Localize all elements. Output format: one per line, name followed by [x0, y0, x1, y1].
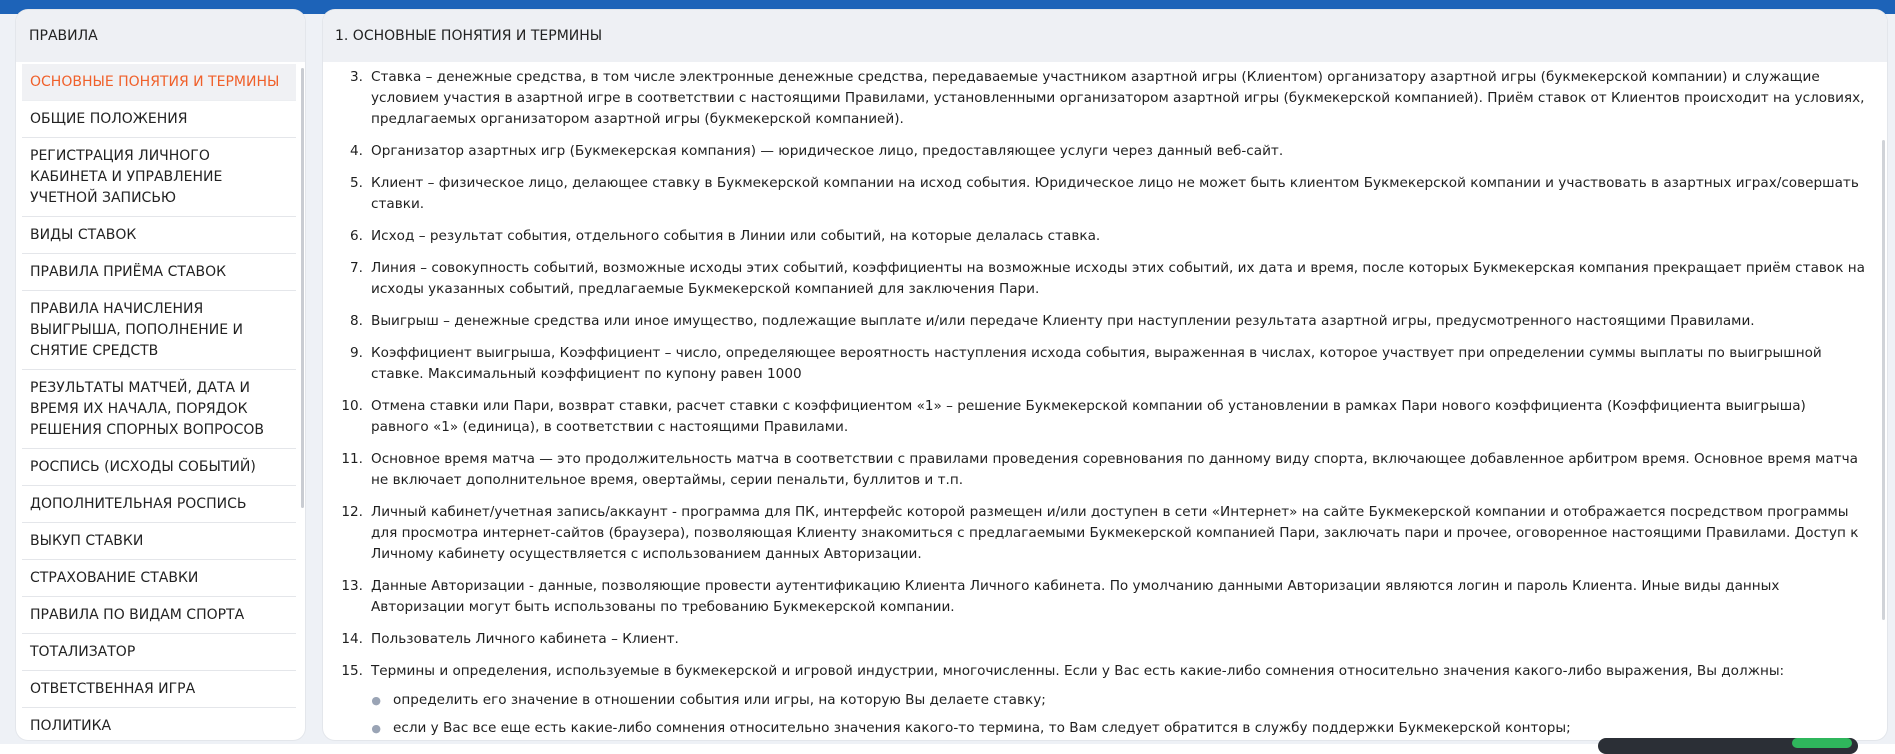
- term-item: [323, 502, 1869, 565]
- bullet-text: определить его значение в отношении события или игры, на которую Вы делаете ставку;: [393, 692, 1046, 708]
- term-item: [323, 141, 1869, 162]
- term-number: 4.: [350, 143, 363, 159]
- term-item: [323, 661, 1869, 682]
- sidebar-item[interactable]: ПРАВИЛА НАЧИСЛЕНИЯ ВЫИГРЫША, ПОПОЛНЕНИЕ И СНЯТИЕ СРЕДСТВ: [22, 291, 296, 370]
- term-number: 8.: [350, 313, 363, 329]
- sidebar-list: [16, 64, 300, 740]
- term-number: 5.: [350, 175, 363, 191]
- term-text: Термины и определения, используемые в букмекерской и игровой индустрии, многочисленны. Если у Вас есть какие-либо сомнения относительно значения какого-либо выражения, Вы должны:: [371, 663, 1785, 679]
- term-item: [323, 343, 1869, 385]
- sidebar-item[interactable]: ОСНОВНЫЕ ПОНЯТИЯ И ТЕРМИНЫ: [22, 64, 296, 101]
- content-scrollbar[interactable]: [1882, 140, 1885, 620]
- sidebar-item[interactable]: ПРАВИЛА ПРИЁМА СТАВОК: [22, 254, 296, 291]
- sidebar-item[interactable]: ОТВЕТСТВЕННАЯ ИГРА: [22, 671, 296, 708]
- sidebar-item[interactable]: ВИДЫ СТАВОК: [22, 217, 296, 254]
- bullet-item: [323, 718, 1869, 737]
- term-item: [323, 226, 1869, 247]
- sidebar-item[interactable]: ПРАВИЛА ПО ВИДАМ СПОРТА: [22, 597, 296, 634]
- sidebar-item[interactable]: ОБЩИЕ ПОЛОЖЕНИЯ: [22, 101, 296, 138]
- term-item: [323, 576, 1869, 618]
- terms-list: [323, 67, 1869, 737]
- term-number: 15.: [341, 663, 363, 679]
- term-text: Клиент – физическое лицо, делающее ставку в Букмекерской компании на исход события. Юридическое лицо не может быть клиентом Букмекерской компании и участвовать в азартных играх/совершать ставки.: [371, 175, 1859, 212]
- section-title: 1. ОСНОВНЫЕ ПОНЯТИЯ И ТЕРМИНЫ: [323, 10, 1887, 62]
- term-item: [323, 629, 1869, 650]
- sidebar-item[interactable]: ТОТАЛИЗАТОР: [22, 634, 296, 671]
- term-number: 14.: [341, 631, 363, 647]
- term-text: Коэффициент выигрыша, Коэффициент – число, определяющее вероятность наступления исхода события, выраженная в числах, которое участвует при определении суммы выплаты по выигрышной ставке. Максимальный коэффициент по купону равен 1000: [371, 345, 1822, 382]
- bullet-text: если у Вас все еще есть какие-либо сомнения относительно значения какого-то термина, то Вам следует обратится в службу поддержки Букмекерской конторы;: [393, 720, 1571, 736]
- bullet-dot-icon: ●: [371, 694, 381, 707]
- term-text: Исход – результат события, отдельного события в Линии или событий, на которые делалась ставка.: [371, 228, 1101, 244]
- term-number: 11.: [341, 451, 363, 467]
- floating-widget-accent: [1792, 738, 1852, 748]
- bullet-dot-icon: ●: [371, 722, 381, 735]
- sidebar-item[interactable]: ДОПОЛНИТЕЛЬНАЯ РОСПИСЬ: [22, 486, 296, 523]
- sidebar-item[interactable]: РОСПИСЬ (ИСХОДЫ СОБЫТИЙ): [22, 449, 296, 486]
- term-item: [323, 449, 1869, 491]
- term-15-bullets: [323, 690, 1869, 737]
- term-text: Ставка – денежные средства, в том числе электронные денежные средства, передаваемые участником азартной игры (Клиентом) организатору азартной игры (букмекерской компании) и служащие условием участия в азартной игре в соответствии с настоящими Правилами, установленными организатором азартной игры (букмекерской компанией). Приём ставок от Клиентов происходит на условиях, предлагаемых организатором азартной игры (букмекерской компанией).: [371, 69, 1865, 127]
- term-text: Линия – совокупность событий, возможные исходы этих событий, коэффициенты на возможные исходы этих событий, их дата и время, после которых Букмекерская компания прекращает приём ставок на исходы указанных событий, предлагаемые Букмекерской компанией для заключения Пари.: [371, 260, 1865, 297]
- term-text: Организатор азартных игр (Букмекерская компания) — юридическое лицо, предоставляющее услуги через данный веб-сайт.: [371, 143, 1284, 159]
- term-number: 7.: [350, 260, 363, 276]
- sidebar-scrollbar[interactable]: [301, 68, 304, 508]
- term-text: Выигрыш – денежные средства или иное имущество, подлежащие выплате и/или передаче Клиенту при наступлении результата азартной игры, предусмотренного настоящими Правилами.: [371, 313, 1755, 329]
- term-number: 6.: [350, 228, 363, 244]
- sidebar-item[interactable]: РЕГИСТРАЦИЯ ЛИЧНОГО КАБИНЕТА И УПРАВЛЕНИЕ УЧЕТНОЙ ЗАПИСЬЮ: [22, 138, 296, 217]
- term-item: [323, 396, 1869, 438]
- term-item: [323, 173, 1869, 215]
- term-number: 3.: [350, 69, 363, 85]
- sidebar-title: ПРАВИЛА: [16, 10, 305, 62]
- term-number: 9.: [350, 345, 363, 361]
- sidebar-item[interactable]: ВЫКУП СТАВКИ: [22, 523, 296, 560]
- term-text: Пользователь Личного кабинета – Клиент.: [371, 631, 679, 647]
- sidebar-item[interactable]: СТРАХОВАНИЕ СТАВКИ: [22, 560, 296, 597]
- term-number: 12.: [341, 504, 363, 520]
- term-text: Данные Авторизации - данные, позволяющие провести аутентификацию Клиента Личного кабинета. По умолчанию данными Авторизации являются логин и пароль Клиента. Иные виды данных Авторизации могут быть использованы по требованию Букмекерской компании.: [371, 578, 1780, 615]
- term-text: Основное время матча — это продолжительность матча в соответствии с правилами проведения соревнования по данному виду спорта, включающее добавленное арбитром время. Основное время матча не включает дополнительное время, овертаймы, серии пенальти, буллитов и т.п.: [371, 451, 1858, 488]
- bullet-item: [323, 690, 1869, 711]
- term-item: [323, 258, 1869, 300]
- rules-sidebar: [16, 10, 305, 740]
- term-number: 13.: [341, 578, 363, 594]
- term-text: Личный кабинет/учетная запись/аккаунт - программа для ПК, интерфейс которой размещен и/или доступен в сети «Интернет» на сайте Букмекерской компании и отображается посредством программы для просмотра интернет-сайтов (браузера), позволяющая Клиенту знакомиться с предлагаемыми Букмекерской компанией Пари, заключать пари и прочее, оговоренное настоящими Правилами. Доступ к Личному кабинету осуществляется с использованием данных Авторизации.: [371, 504, 1859, 562]
- rules-content: [323, 10, 1887, 740]
- term-text: Отмена ставки или Пари, возврат ставки, расчет ставки с коэффициентом «1» – решение Букмекерской компании об установлении в рамках Пари нового коэффициента (Коэффициента выигрыша) равного «1» (единица), в соответствии с настоящими Правилами.: [371, 398, 1806, 435]
- sidebar-item[interactable]: ПОЛИТИКА: [22, 708, 296, 740]
- term-item: [323, 67, 1869, 130]
- term-item: [323, 311, 1869, 332]
- sidebar-item[interactable]: РЕЗУЛЬТАТЫ МАТЧЕЙ, ДАТА И ВРЕМЯ ИХ НАЧАЛА, ПОРЯДОК РЕШЕНИЯ СПОРНЫХ ВОПРОСОВ: [22, 370, 296, 449]
- term-number: 10.: [341, 398, 363, 414]
